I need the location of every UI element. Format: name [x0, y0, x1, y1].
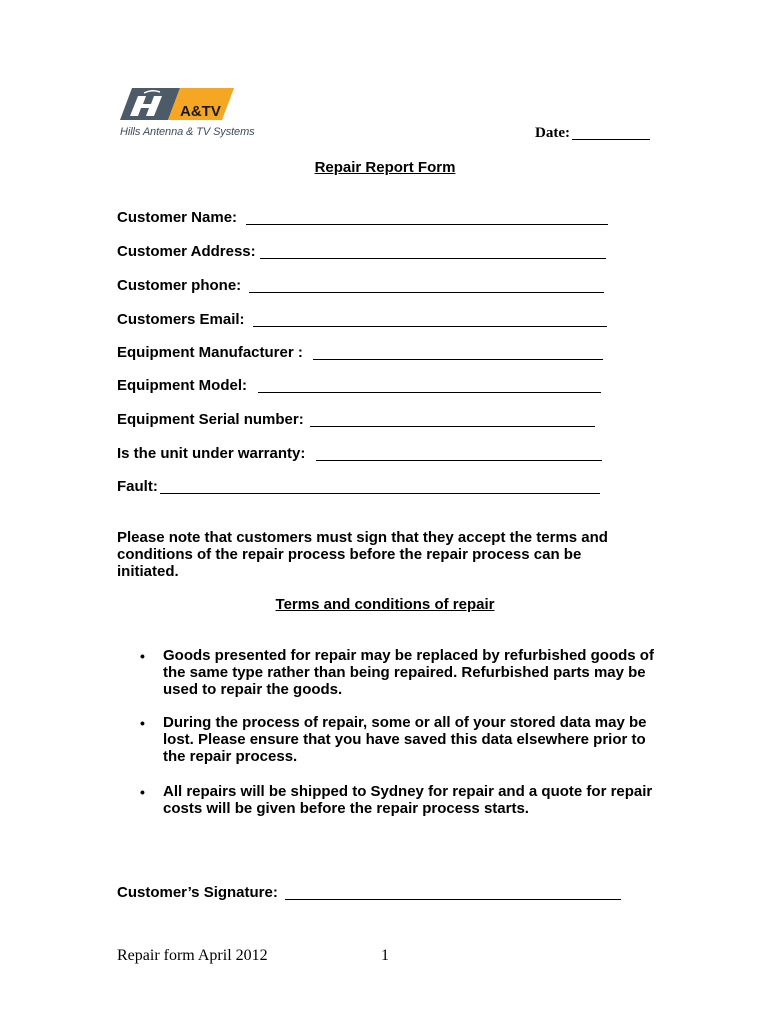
fault-label: Fault:: [117, 478, 158, 495]
equipment-manufacturer-label: Equipment Manufacturer :: [117, 344, 303, 361]
bullet-icon: •: [140, 648, 145, 664]
fault-field[interactable]: [160, 493, 600, 494]
customer-email-field[interactable]: [253, 326, 607, 327]
logo-tagline: Hills Antenna & TV Systems: [120, 126, 255, 138]
customer-email-label: Customers Email:: [117, 311, 245, 328]
customer-phone-field[interactable]: [249, 292, 604, 293]
terms-item: All repairs will be shipped to Sydney for repair and a quote for repair costs will be given before the repair process starts.: [163, 783, 653, 817]
terms-heading: Terms and conditions of repair: [275, 596, 495, 613]
terms-item: Goods presented for repair may be replaced by refurbished goods of the same type rather than being repaired. Refurbished parts may be used to repair the goods.: [163, 647, 654, 698]
warranty-field[interactable]: [316, 460, 602, 461]
date-label: Date:: [535, 125, 570, 141]
bullet-icon: •: [140, 784, 145, 800]
bullet-icon: •: [140, 715, 145, 731]
equipment-model-field[interactable]: [258, 392, 601, 393]
terms-notice: Please note that customers must sign that they accept the terms and conditions of the repair process before the repair process can be initiated.: [117, 529, 608, 580]
logo-brand: A&TV: [180, 103, 221, 120]
page-number: 1: [381, 947, 389, 964]
equipment-manufacturer-field[interactable]: [313, 359, 603, 360]
equipment-model-label: Equipment Model:: [117, 377, 247, 394]
terms-item: During the process of repair, some or all of your stored data may be lost. Please ensure that you have saved this data elsewhere prior to the repair process.: [163, 714, 647, 765]
customer-name-field[interactable]: [246, 224, 608, 225]
warranty-label: Is the unit under warranty:: [117, 445, 306, 462]
customer-phone-label: Customer phone:: [117, 277, 242, 294]
equipment-serial-field[interactable]: [310, 426, 595, 427]
footer-text: Repair form April 2012: [117, 947, 268, 964]
signature-label: Customer’s Signature:: [117, 884, 278, 901]
customer-address-field[interactable]: [260, 258, 606, 259]
equipment-serial-label: Equipment Serial number:: [117, 411, 304, 428]
page-title: Repair Report Form: [314, 159, 456, 176]
customer-name-label: Customer Name:: [117, 209, 238, 226]
customer-address-label: Customer Address:: [117, 243, 256, 260]
date-field[interactable]: [572, 139, 650, 140]
signature-field[interactable]: [285, 899, 621, 900]
